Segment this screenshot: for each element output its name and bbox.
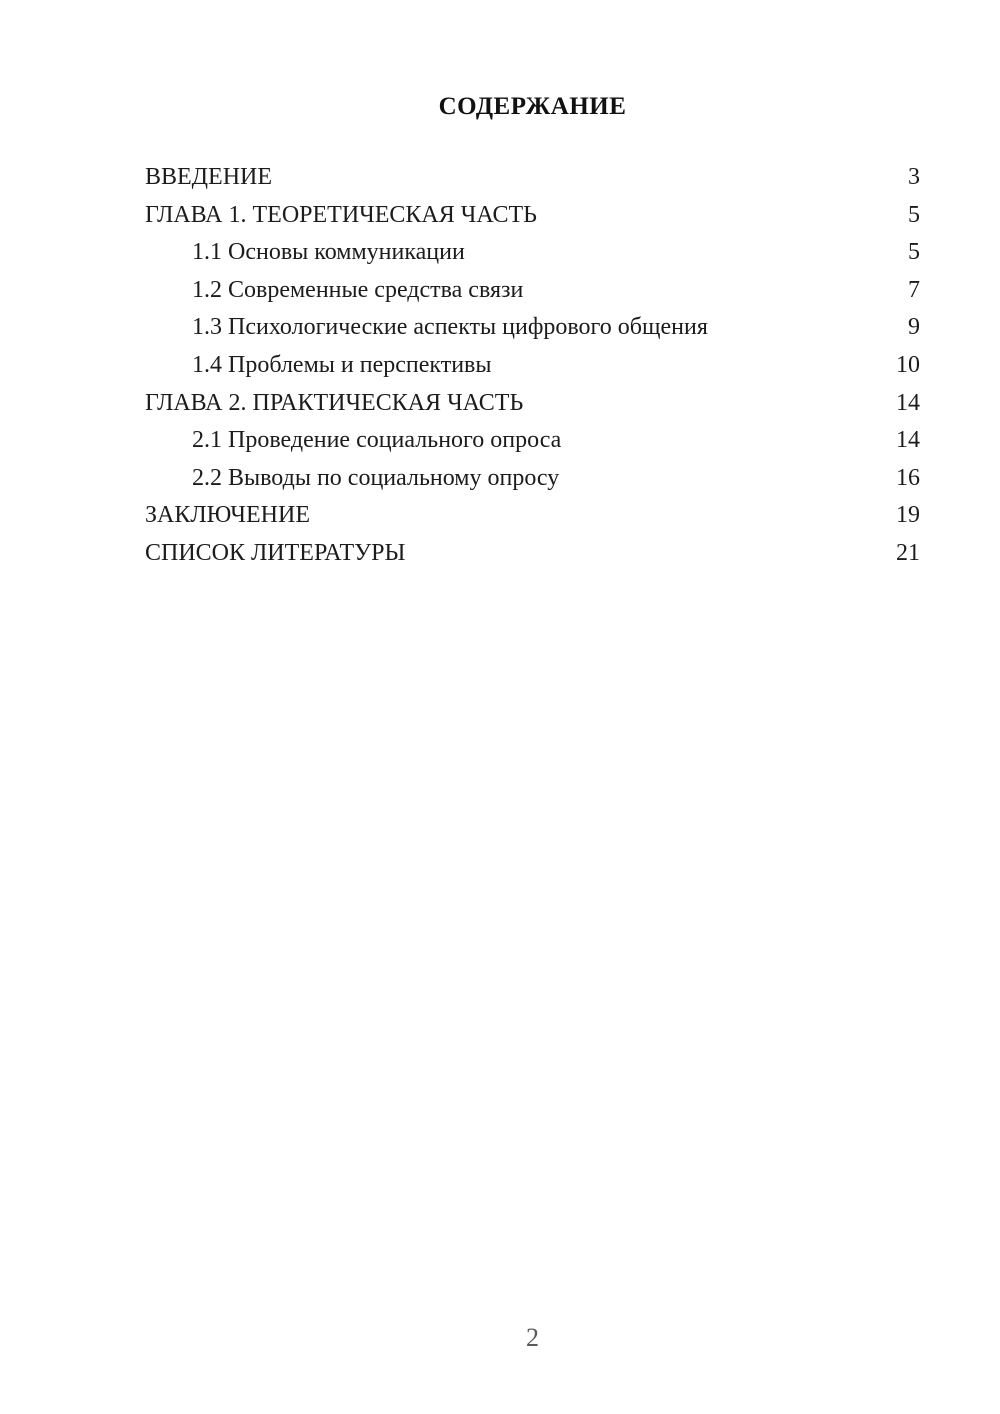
toc-entry-label: ГЛАВА 1. ТЕОРЕТИЧЕСКАЯ ЧАСТЬ xyxy=(145,201,537,228)
toc-row xyxy=(145,347,920,385)
toc-row xyxy=(145,497,920,535)
toc-row xyxy=(145,535,920,573)
toc-row xyxy=(145,460,920,498)
toc-entry-label: 1.2 Современные средства связи xyxy=(192,276,524,303)
toc-entry-label: 2.2 Выводы по социальному опросу xyxy=(192,464,560,491)
toc-entry-page: 14 xyxy=(896,427,920,454)
footer-page-number: 2 xyxy=(526,1323,539,1352)
toc-entry-page: 10 xyxy=(896,351,920,378)
toc-entry-page: 5 xyxy=(908,239,920,266)
toc-entry-page: 7 xyxy=(908,276,920,303)
toc-entry-label: 1.4 Проблемы и перспективы xyxy=(192,351,492,378)
toc-entry-label: ВВЕДЕНИЕ xyxy=(145,164,273,190)
toc-entry-page: 14 xyxy=(896,389,920,416)
toc-entry-page: 19 xyxy=(896,502,920,529)
toc-entry-label: 1.1 Основы коммуникации xyxy=(192,239,465,266)
toc-entry-page: 21 xyxy=(896,539,920,566)
page-title: СОДЕРЖАНИЕ xyxy=(438,93,627,120)
toc-entry-label: СПИСОК ЛИТЕРАТУРЫ xyxy=(145,539,406,566)
toc-entry-page: 3 xyxy=(908,164,920,190)
toc-row xyxy=(145,272,920,310)
content-column xyxy=(145,0,920,573)
toc-entry-label: 2.1 Проведение социального опроса xyxy=(192,427,562,454)
toc-entry-label: ЗАКЛЮЧЕНИЕ xyxy=(145,502,310,529)
toc-entry-page: 16 xyxy=(896,464,920,491)
toc-row xyxy=(145,309,920,347)
toc-entry-page: 9 xyxy=(908,314,920,341)
toc-entry-label: ГЛАВА 2. ПРАКТИЧЕСКАЯ ЧАСТЬ xyxy=(145,389,524,416)
toc-entry-page: 5 xyxy=(908,201,920,228)
toc-row xyxy=(145,422,920,460)
toc-list xyxy=(145,159,920,573)
toc-row xyxy=(145,197,920,235)
toc-entry-label: 1.3 Психологические аспекты цифрового общения xyxy=(192,314,708,341)
toc-row xyxy=(145,159,920,197)
toc-row xyxy=(145,385,920,423)
toc-row xyxy=(145,234,920,272)
